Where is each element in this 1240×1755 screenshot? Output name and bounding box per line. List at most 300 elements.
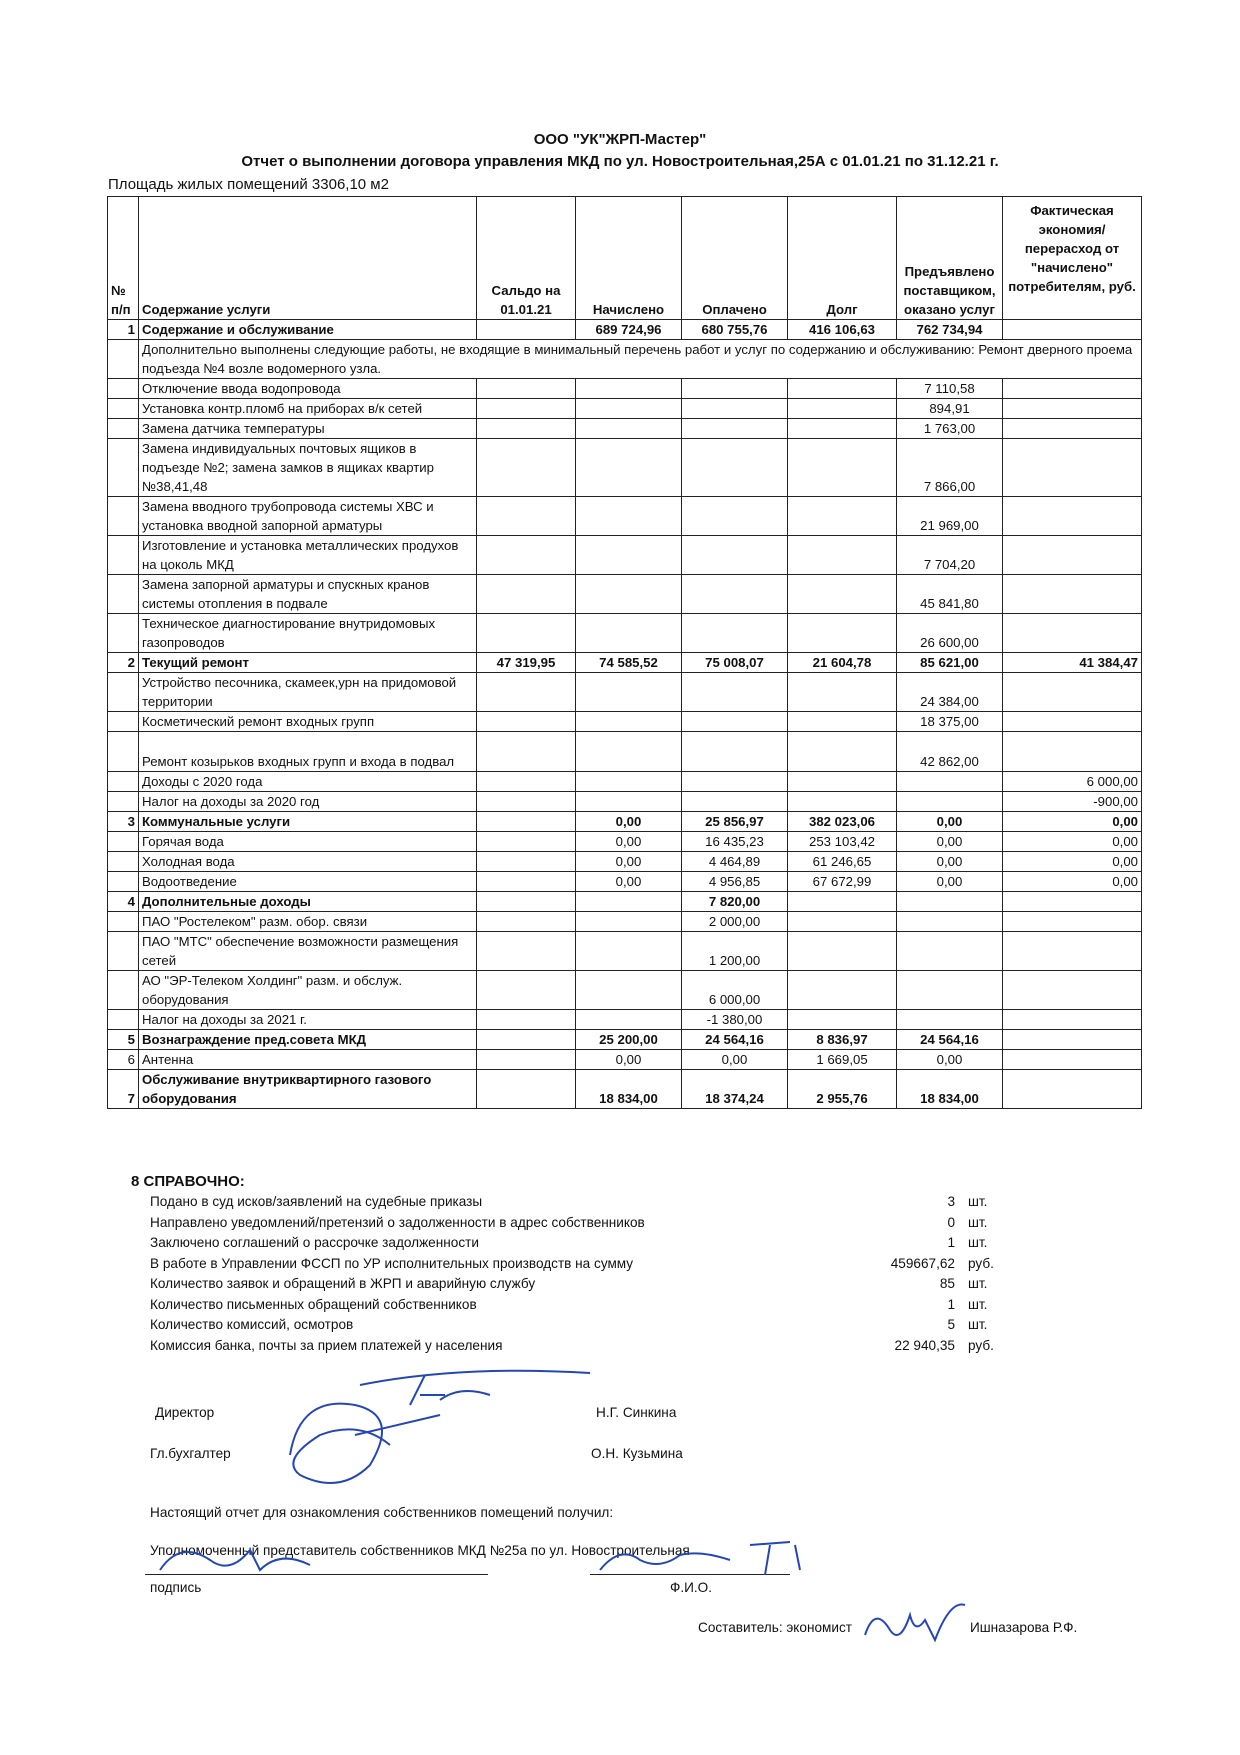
- cell-paid: 0,00: [682, 1050, 788, 1070]
- cell-presented: 85 621,00: [897, 653, 1003, 673]
- table-row: [108, 812, 1142, 832]
- cell-presented: 7 866,00: [897, 439, 1003, 497]
- reference-label: Заключено соглашений о рассрочке задолженности: [150, 1235, 479, 1250]
- cell-paid: [682, 673, 788, 712]
- cell-presented: [897, 792, 1003, 812]
- reference-item: [150, 1194, 1050, 1215]
- table-row: [108, 1050, 1142, 1070]
- cell-charged: 0,00: [576, 832, 682, 852]
- reference-label: Подано в суд исков/заявлений на судебные приказы: [150, 1194, 483, 1209]
- cell-debt: [788, 1010, 897, 1030]
- row-num: [108, 340, 139, 379]
- col-debt: Долг: [788, 197, 897, 320]
- cell-presented: 0,00: [897, 832, 1003, 852]
- signature-marks: [260, 1365, 680, 1505]
- director-name: Н.Г. Синкина: [596, 1405, 677, 1420]
- cell-paid: [682, 497, 788, 536]
- cell-charged: [576, 912, 682, 932]
- table-note-row: [108, 340, 1142, 379]
- cell-savings: [1003, 536, 1142, 575]
- reference-label: В работе в Управлении ФССП по УР исполнительных производств на сумму: [150, 1255, 634, 1271]
- cell-presented: 26 600,00: [897, 614, 1003, 653]
- cell-name: Обслуживание внутриквартирного газового оборудования: [139, 1070, 477, 1109]
- cell-n: [108, 832, 139, 852]
- cell-debt: 416 106,63: [788, 320, 897, 340]
- cell-presented: 762 734,94: [897, 320, 1003, 340]
- cell-charged: [576, 892, 682, 912]
- cell-savings: [1003, 320, 1142, 340]
- cell-name: Ремонт козырьков входных групп и входа в подвал: [139, 732, 477, 772]
- cell-n: [108, 772, 139, 792]
- reference-unit: шт.: [968, 1296, 988, 1312]
- cell-savings: [1003, 614, 1142, 653]
- reference-item: [150, 1338, 1050, 1359]
- cell-charged: [576, 772, 682, 792]
- cell-savings: [1003, 399, 1142, 419]
- cell-saldo: 47 319,95: [477, 653, 576, 673]
- cell-paid: [682, 772, 788, 792]
- cell-debt: [788, 912, 897, 932]
- reference-value: 1: [947, 1235, 955, 1250]
- col-service: Содержание услуги: [139, 197, 477, 320]
- cell-name: Замена датчика температуры: [139, 419, 477, 439]
- cell-charged: [576, 971, 682, 1010]
- cell-savings: 6 000,00: [1003, 772, 1142, 792]
- cell-savings: [1003, 575, 1142, 614]
- table-row: [108, 439, 1142, 497]
- cell-paid: 4 956,85: [682, 872, 788, 892]
- cell-savings: [1003, 497, 1142, 536]
- table-row: [108, 536, 1142, 575]
- reference-list: [150, 1194, 1050, 1358]
- reference-item: [150, 1317, 1050, 1338]
- cell-saldo: [477, 852, 576, 872]
- cell-paid: [682, 419, 788, 439]
- table-row: [108, 892, 1142, 912]
- cell-savings: [1003, 971, 1142, 1010]
- cell-saldo: [477, 1070, 576, 1109]
- cell-savings: 0,00: [1003, 812, 1142, 832]
- cell-paid: 75 008,07: [682, 653, 788, 673]
- reference-label: Количество письменных обращений собственников: [150, 1296, 477, 1312]
- cell-debt: [788, 439, 897, 497]
- cell-n: [108, 439, 139, 497]
- cell-savings: [1003, 1050, 1142, 1070]
- cell-charged: [576, 379, 682, 399]
- cell-saldo: [477, 1010, 576, 1030]
- cell-paid: [682, 732, 788, 772]
- cell-paid: [682, 399, 788, 419]
- cell-savings: 0,00: [1003, 852, 1142, 872]
- cell-charged: [576, 399, 682, 419]
- table-row: [108, 712, 1142, 732]
- table-row: [108, 872, 1142, 892]
- cell-saldo: [477, 812, 576, 832]
- table-row: [108, 673, 1142, 712]
- col-num: № п/п: [108, 197, 139, 320]
- reference-unit: шт.: [968, 1235, 988, 1250]
- cell-name: Налог на доходы за 2020 год: [139, 792, 477, 812]
- cell-saldo: [477, 439, 576, 497]
- table-row: [108, 1030, 1142, 1050]
- reference-value: 1: [947, 1296, 955, 1312]
- table-row: [108, 575, 1142, 614]
- cell-paid: [682, 536, 788, 575]
- cell-presented: [897, 932, 1003, 971]
- cell-savings: [1003, 932, 1142, 971]
- cell-presented: [897, 1010, 1003, 1030]
- cell-presented: 0,00: [897, 1050, 1003, 1070]
- cell-name: Горячая вода: [139, 832, 477, 852]
- cell-paid: 24 564,16: [682, 1030, 788, 1050]
- reference-label: Комиссия банка, почты за прием платежей у населения: [150, 1337, 503, 1353]
- cell-saldo: [477, 1050, 576, 1070]
- cell-debt: [788, 399, 897, 419]
- cell-paid: 1 200,00: [682, 932, 788, 971]
- cell-debt: [788, 379, 897, 399]
- cell-saldo: [477, 575, 576, 614]
- cell-saldo: [477, 536, 576, 575]
- cell-debt: [788, 971, 897, 1010]
- col-presented: Предъявлено поставщиком, оказано услуг: [897, 197, 1003, 320]
- cell-saldo: [477, 832, 576, 852]
- cell-charged: 25 200,00: [576, 1030, 682, 1050]
- table-row: [108, 320, 1142, 340]
- cell-saldo: [477, 912, 576, 932]
- cell-saldo: [477, 772, 576, 792]
- cell-saldo: [477, 892, 576, 912]
- cell-name: Доходы с 2020 года: [139, 772, 477, 792]
- cell-debt: [788, 732, 897, 772]
- cell-debt: [788, 497, 897, 536]
- cell-presented: 1 763,00: [897, 419, 1003, 439]
- cell-paid: 25 856,97: [682, 812, 788, 832]
- cell-paid: 7 820,00: [682, 892, 788, 912]
- cell-charged: [576, 614, 682, 653]
- cell-paid: 4 464,89: [682, 852, 788, 872]
- cell-savings: [1003, 712, 1142, 732]
- report-title: Отчет о выполнении договора управления МКД по ул. Новостроительная,25А с 01.01.21 по 31.12.21 г.: [241, 153, 999, 170]
- col-savings: Фактическая экономия/перерасход от "начислено" потребителям, руб.: [1003, 197, 1142, 320]
- cell-n: 3: [108, 812, 139, 832]
- cell-charged: [576, 673, 682, 712]
- table-row: [108, 932, 1142, 971]
- reference-label: Направлено уведомлений/претензий о задолженности в адрес собственников: [150, 1214, 645, 1230]
- table-row: [108, 399, 1142, 419]
- col-paid: Оплачено: [682, 197, 788, 320]
- cell-name: Налог на доходы за 2021 г.: [139, 1010, 477, 1030]
- cell-savings: 0,00: [1003, 872, 1142, 892]
- cell-debt: 2 955,76: [788, 1070, 897, 1109]
- table-row: [108, 792, 1142, 812]
- cell-debt: [788, 575, 897, 614]
- reference-value: 0: [947, 1214, 955, 1230]
- cell-charged: 74 585,52: [576, 653, 682, 673]
- representative-text: Уполномоченный представитель собственников МКД №25а по ул. Новостроительная: [150, 1543, 690, 1558]
- cell-debt: 253 103,42: [788, 832, 897, 852]
- cell-n: [108, 792, 139, 812]
- cell-saldo: [477, 971, 576, 1010]
- table-row: [108, 912, 1142, 932]
- reference-header: 8 СПРАВОЧНО:: [131, 1173, 245, 1190]
- table-row: [108, 852, 1142, 872]
- representative-signature: [150, 1530, 830, 1590]
- cell-paid: -1 380,00: [682, 1010, 788, 1030]
- cell-name: Текущий ремонт: [139, 653, 477, 673]
- cell-presented: 18 834,00: [897, 1070, 1003, 1109]
- table-row: [108, 971, 1142, 1010]
- compiler-name: Ишназарова Р.Ф.: [970, 1620, 1078, 1635]
- cell-presented: 7 704,20: [897, 536, 1003, 575]
- additional-works-note: Дополнительно выполнены следующие работы, не входящие в минимальный перечень работ и услуг по содержанию и обслуживанию: Ремонт дверного проема подъезда №4 возле водомерного узла.: [139, 340, 1142, 379]
- compiler-signature: [855, 1595, 975, 1650]
- col-charged: Начислено: [576, 197, 682, 320]
- cell-name: Содержание и обслуживание: [139, 320, 477, 340]
- cell-name: Антенна: [139, 1050, 477, 1070]
- cell-charged: [576, 932, 682, 971]
- reference-unit: шт.: [968, 1317, 988, 1332]
- col-saldo: Сальдо на 01.01.21: [477, 197, 576, 320]
- cell-name: ПАО "МТС" обеспечение возможности размещения сетей: [139, 932, 477, 971]
- cell-presented: [897, 772, 1003, 792]
- reference-item: [150, 1235, 1050, 1256]
- table-row: [108, 614, 1142, 653]
- cell-name: Замена вводного трубопровода системы ХВС и установка вводной запорной арматуры: [139, 497, 477, 536]
- cell-n: [108, 712, 139, 732]
- cell-debt: [788, 614, 897, 653]
- cell-saldo: [477, 792, 576, 812]
- cell-presented: 45 841,80: [897, 575, 1003, 614]
- cell-savings: [1003, 1030, 1142, 1050]
- cell-savings: [1003, 912, 1142, 932]
- reference-value: 459667,62: [890, 1255, 955, 1271]
- cell-n: 2: [108, 653, 139, 673]
- cell-debt: [788, 792, 897, 812]
- cell-charged: [576, 419, 682, 439]
- reference-value: 22 940,35: [894, 1337, 955, 1353]
- cell-n: [108, 852, 139, 872]
- cell-savings: [1003, 379, 1142, 399]
- cell-presented: 24 564,16: [897, 1030, 1003, 1050]
- cell-charged: [576, 497, 682, 536]
- table-row: [108, 772, 1142, 792]
- cell-presented: [897, 892, 1003, 912]
- cell-presented: [897, 971, 1003, 1010]
- cell-savings: [1003, 673, 1142, 712]
- fio-caption: Ф.И.О.: [670, 1580, 713, 1595]
- cell-presented: 24 384,00: [897, 673, 1003, 712]
- cell-saldo: [477, 399, 576, 419]
- cell-debt: [788, 673, 897, 712]
- living-area: Площадь жилых помещений 3306,10 м2: [108, 176, 389, 193]
- cell-savings: 0,00: [1003, 832, 1142, 852]
- accountant-name: О.Н. Кузьмина: [591, 1446, 683, 1461]
- cell-debt: 1 669,05: [788, 1050, 897, 1070]
- cell-debt: 21 604,78: [788, 653, 897, 673]
- cell-name: Техническое диагностирование внутридомовых газопроводов: [139, 614, 477, 653]
- cell-n: 1: [108, 320, 139, 340]
- cell-paid: [682, 712, 788, 732]
- cell-n: [108, 575, 139, 614]
- received-text: Настоящий отчет для ознакомления собственников помещений получил:: [150, 1505, 614, 1520]
- cell-saldo: [477, 732, 576, 772]
- cell-n: [108, 419, 139, 439]
- cell-name: Замена индивидуальных почтовых ящиков в подъезде №2; замена замков в ящиках квартир №38,41,48: [139, 439, 477, 497]
- cell-name: Вознаграждение пред.совета МКД: [139, 1030, 477, 1050]
- cell-paid: [682, 575, 788, 614]
- cell-presented: [897, 912, 1003, 932]
- cell-n: [108, 399, 139, 419]
- cell-charged: 0,00: [576, 852, 682, 872]
- reference-unit: руб.: [968, 1337, 994, 1353]
- cell-charged: 0,00: [576, 872, 682, 892]
- cell-savings: [1003, 732, 1142, 772]
- cell-presented: 7 110,58: [897, 379, 1003, 399]
- cell-debt: 67 672,99: [788, 872, 897, 892]
- cell-presented: 0,00: [897, 812, 1003, 832]
- reference-label: Количество комиссий, осмотров: [150, 1317, 354, 1332]
- cell-n: [108, 1010, 139, 1030]
- cell-debt: [788, 892, 897, 912]
- cell-paid: [682, 379, 788, 399]
- cell-savings: [1003, 892, 1142, 912]
- cell-presented: 18 375,00: [897, 712, 1003, 732]
- cell-name: Холодная вода: [139, 852, 477, 872]
- cell-name: Отключение ввода водопровода: [139, 379, 477, 399]
- cell-paid: [682, 792, 788, 812]
- reference-unit: шт.: [968, 1276, 988, 1291]
- cell-name: Косметический ремонт входных групп: [139, 712, 477, 732]
- cell-debt: [788, 536, 897, 575]
- table-row: [108, 1010, 1142, 1030]
- table-row: [108, 379, 1142, 399]
- reference-unit: шт.: [968, 1194, 988, 1209]
- cell-saldo: [477, 1030, 576, 1050]
- table-row: [108, 832, 1142, 852]
- cell-charged: [576, 712, 682, 732]
- cell-n: [108, 872, 139, 892]
- compiler-label: Составитель: экономист: [698, 1620, 852, 1635]
- cell-n: [108, 379, 139, 399]
- cell-debt: [788, 419, 897, 439]
- cell-debt: [788, 932, 897, 971]
- cell-savings: [1003, 439, 1142, 497]
- cell-savings: [1003, 419, 1142, 439]
- reference-label: Количество заявок и обращений в ЖРП и аварийную службу: [150, 1276, 536, 1291]
- director-label: Директор: [155, 1405, 215, 1420]
- cell-saldo: [477, 614, 576, 653]
- cell-presented: 21 969,00: [897, 497, 1003, 536]
- cell-name: АО "ЭР-Телеком Холдинг" разм. и обслуж. оборудования: [139, 971, 477, 1010]
- cell-presented: 42 862,00: [897, 732, 1003, 772]
- cell-charged: [576, 439, 682, 497]
- table-header: [108, 197, 1142, 320]
- table-row: [108, 1070, 1142, 1109]
- cell-name: Дополнительные доходы: [139, 892, 477, 912]
- report-table: [107, 196, 1142, 1109]
- cell-saldo: [477, 673, 576, 712]
- cell-name: Коммунальные услуги: [139, 812, 477, 832]
- cell-charged: [576, 575, 682, 614]
- cell-charged: [576, 1010, 682, 1030]
- cell-n: [108, 912, 139, 932]
- reference-item: [150, 1276, 1050, 1297]
- cell-saldo: [477, 932, 576, 971]
- cell-charged: 689 724,96: [576, 320, 682, 340]
- cell-n: [108, 732, 139, 772]
- cell-debt: 382 023,06: [788, 812, 897, 832]
- cell-name: ПАО "Ростелеком" разм. обор. связи: [139, 912, 477, 932]
- cell-saldo: [477, 712, 576, 732]
- cell-debt: 8 836,97: [788, 1030, 897, 1050]
- cell-n: 6: [108, 1050, 139, 1070]
- cell-debt: [788, 772, 897, 792]
- cell-n: 5: [108, 1030, 139, 1050]
- table-row: [108, 419, 1142, 439]
- cell-saldo: [477, 419, 576, 439]
- cell-n: [108, 536, 139, 575]
- cell-n: 7: [108, 1070, 139, 1109]
- cell-n: 4: [108, 892, 139, 912]
- cell-charged: [576, 792, 682, 812]
- cell-n: [108, 497, 139, 536]
- reference-item: [150, 1256, 1050, 1277]
- cell-charged: 0,00: [576, 812, 682, 832]
- reference-value: 85: [939, 1276, 955, 1291]
- cell-n: [108, 932, 139, 971]
- cell-charged: 0,00: [576, 1050, 682, 1070]
- cell-saldo: [477, 497, 576, 536]
- reference-unit: шт.: [968, 1214, 988, 1230]
- cell-paid: 18 374,24: [682, 1070, 788, 1109]
- accountant-label: Гл.бухгалтер: [150, 1446, 231, 1461]
- cell-debt: 61 246,65: [788, 852, 897, 872]
- cell-paid: 16 435,23: [682, 832, 788, 852]
- reference-item: [150, 1297, 1050, 1318]
- cell-name: Замена запорной арматуры и спускных кранов системы отопления в подвале: [139, 575, 477, 614]
- cell-n: [108, 673, 139, 712]
- table-row: [108, 653, 1142, 673]
- reference-value: 5: [947, 1317, 955, 1332]
- reference-unit: руб.: [968, 1255, 994, 1271]
- cell-saldo: [477, 320, 576, 340]
- reference-item: [150, 1215, 1050, 1236]
- cell-name: Устройство песочника, скамеек,урн на придомовой территории: [139, 673, 477, 712]
- cell-name: Изготовление и установка металлических продухов на цоколь МКД: [139, 536, 477, 575]
- cell-saldo: [477, 379, 576, 399]
- cell-debt: [788, 712, 897, 732]
- cell-paid: 2 000,00: [682, 912, 788, 932]
- company-name: ООО "УК"ЖРП-Мастер": [533, 131, 707, 148]
- cell-savings: [1003, 1010, 1142, 1030]
- cell-paid: 6 000,00: [682, 971, 788, 1010]
- cell-presented: 0,00: [897, 852, 1003, 872]
- cell-savings: 41 384,47: [1003, 653, 1142, 673]
- cell-presented: 894,91: [897, 399, 1003, 419]
- cell-n: [108, 971, 139, 1010]
- cell-charged: [576, 536, 682, 575]
- cell-name: Установка контр.пломб на приборах в/к сетей: [139, 399, 477, 419]
- table-row: [108, 732, 1142, 772]
- cell-presented: 0,00: [897, 872, 1003, 892]
- cell-paid: [682, 614, 788, 653]
- cell-charged: [576, 732, 682, 772]
- reference-value: 3: [947, 1194, 955, 1209]
- cell-paid: [682, 439, 788, 497]
- sign-caption: подпись: [150, 1580, 202, 1595]
- cell-name: Водоотведение: [139, 872, 477, 892]
- cell-paid: 680 755,76: [682, 320, 788, 340]
